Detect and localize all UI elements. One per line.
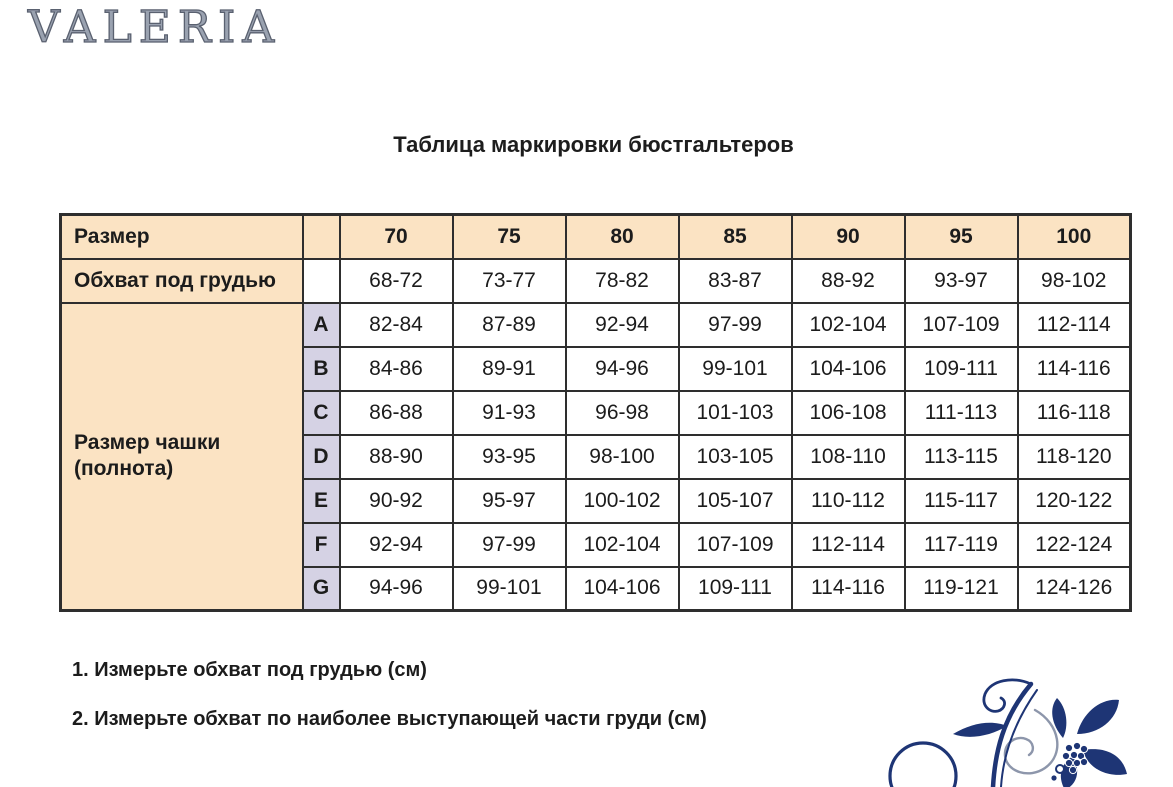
cup-range-cell: 84-86 [340, 347, 453, 391]
size-header-cell: 75 [453, 215, 566, 259]
cup-range-cell: 107-109 [905, 303, 1018, 347]
cup-letter-cell: D [303, 435, 340, 479]
size-header-cell: 95 [905, 215, 1018, 259]
underbust-range-cell: 78-82 [566, 259, 679, 303]
cup-letter-cell: F [303, 523, 340, 567]
cup-range-cell: 97-99 [679, 303, 792, 347]
cup-range-cell: 100-102 [566, 479, 679, 523]
cup-range-cell: 122-124 [1018, 523, 1131, 567]
cup-range-cell: 112-114 [1018, 303, 1131, 347]
cup-range-cell: 102-104 [566, 523, 679, 567]
cup-range-cell: 95-97 [453, 479, 566, 523]
cup-letter-cell: B [303, 347, 340, 391]
ornament-leaf [953, 723, 1007, 737]
cup-range-cell: 120-122 [1018, 479, 1131, 523]
cup-range-cell: 103-105 [679, 435, 792, 479]
cup-range-cell: 92-94 [566, 303, 679, 347]
cup-range-cell: 105-107 [679, 479, 792, 523]
cup-range-cell: 101-103 [679, 391, 792, 435]
cup-range-cell: 91-93 [453, 391, 566, 435]
underbust-range-cell: 68-72 [340, 259, 453, 303]
bra-size-table [59, 213, 1132, 612]
cup-range-cell: 116-118 [1018, 391, 1131, 435]
cup-range-cell: 107-109 [679, 523, 792, 567]
size-header-cell: 80 [566, 215, 679, 259]
cup-range-cell: 124-126 [1018, 567, 1131, 611]
cup-range-cell: 92-94 [340, 523, 453, 567]
underbust-range-cell: 83-87 [679, 259, 792, 303]
size-header-cell: 85 [679, 215, 792, 259]
cup-letter-cell: E [303, 479, 340, 523]
cup-range-cell: 82-84 [340, 303, 453, 347]
cup-letter-cell: A [303, 303, 340, 347]
instruction-step-2: 2. Измерьте обхват по наиболее выступающей части груди (см) [72, 708, 707, 730]
cup-range-cell: 111-113 [905, 391, 1018, 435]
ornament-spiral [1005, 710, 1057, 773]
cup-range-cell: 99-101 [453, 567, 566, 611]
underbust-row-label: Обхват под грудью [61, 259, 303, 303]
cup-range-cell: 110-112 [792, 479, 905, 523]
cup-range-cell: 114-116 [792, 567, 905, 611]
cup-section-label-line1: Размер чашки [74, 431, 221, 454]
cup-range-cell: 86-88 [340, 391, 453, 435]
underbust-range-cell: 73-77 [453, 259, 566, 303]
empty-corner-cell [303, 215, 340, 259]
ornament-circle [890, 743, 956, 787]
ornament-flower [1051, 698, 1127, 787]
cup-section-label [61, 303, 303, 611]
cup-range-cell: 99-101 [679, 347, 792, 391]
cup-range-cell: 117-119 [905, 523, 1018, 567]
cup-range-cell: 89-91 [453, 347, 566, 391]
cup-range-cell: 98-100 [566, 435, 679, 479]
underbust-range-cell: 93-97 [905, 259, 1018, 303]
cup-range-cell: 109-111 [679, 567, 792, 611]
brand-logo: VALERIA [28, 2, 282, 53]
size-header-cell: 90 [792, 215, 905, 259]
cup-range-cell: 108-110 [792, 435, 905, 479]
size-header-cell: 70 [340, 215, 453, 259]
cup-section-label-line2: (полнота) [74, 457, 174, 481]
cup-range-cell: 88-90 [340, 435, 453, 479]
size-header-cell: 100 [1018, 215, 1131, 259]
cup-range-cell: 87-89 [453, 303, 566, 347]
cup-letter-cell: C [303, 391, 340, 435]
cup-range-cell: 90-92 [340, 479, 453, 523]
cup-range-cell: 106-108 [792, 391, 905, 435]
empty-cell [303, 259, 340, 303]
cup-range-cell: 94-96 [566, 347, 679, 391]
page-title: Таблица маркировки бюстгальтеров [393, 132, 794, 157]
cup-range-cell: 104-106 [792, 347, 905, 391]
cup-range-cell: 102-104 [792, 303, 905, 347]
underbust-range-cell: 98-102 [1018, 259, 1131, 303]
underbust-range-cell: 88-92 [792, 259, 905, 303]
cup-range-cell: 114-116 [1018, 347, 1131, 391]
cup-range-cell: 104-106 [566, 567, 679, 611]
cup-range-cell: 118-120 [1018, 435, 1131, 479]
cup-letter-cell: G [303, 567, 340, 611]
cup-range-cell: 94-96 [340, 567, 453, 611]
cup-range-cell: 119-121 [905, 567, 1018, 611]
cup-range-cell: 113-115 [905, 435, 1018, 479]
cup-range-cell: 109-111 [905, 347, 1018, 391]
floral-flourish-ornament-icon [885, 672, 1125, 787]
instruction-step-1: 1. Измерьте обхват под грудью (см) [72, 659, 427, 681]
cup-range-cell: 97-99 [453, 523, 566, 567]
cup-range-cell: 93-95 [453, 435, 566, 479]
cup-range-cell: 112-114 [792, 523, 905, 567]
size-row-label: Размер [61, 215, 303, 259]
cup-range-cell: 96-98 [566, 391, 679, 435]
cup-range-cell: 115-117 [905, 479, 1018, 523]
